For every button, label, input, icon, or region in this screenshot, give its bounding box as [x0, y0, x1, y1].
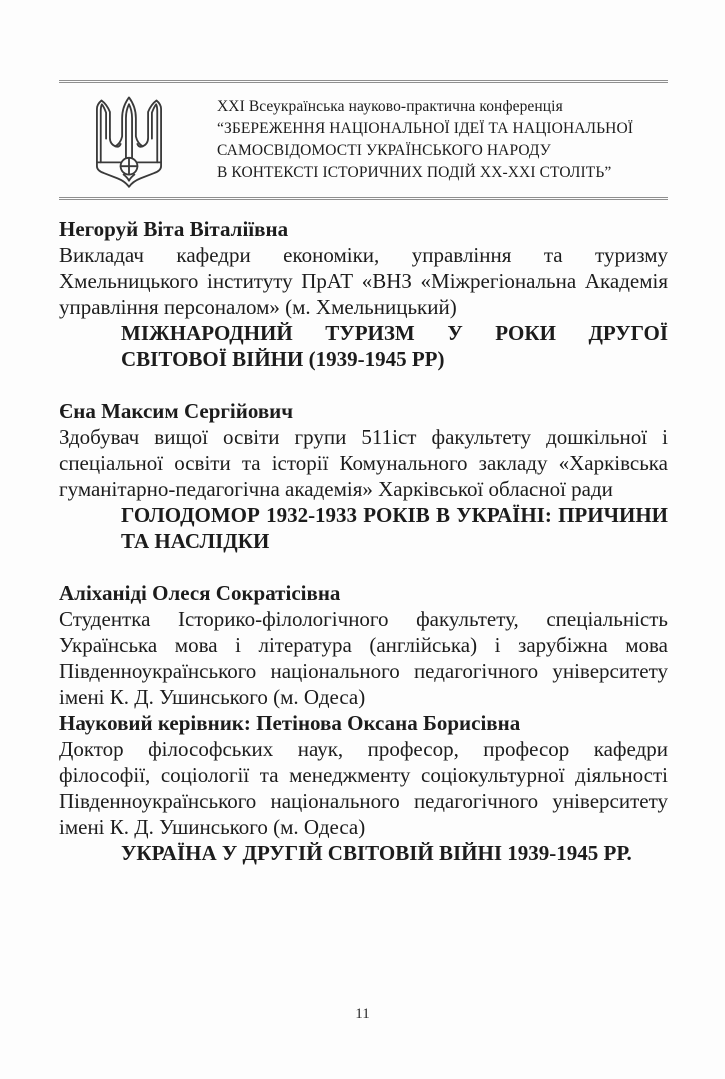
header-body	[59, 83, 668, 197]
supervisor-affiliation: Доктор філософських наук, професор, професор кафедри філософії, соціології та менеджменту соціокультурної діяльності Південноукраїнського національного педагогічного університету імені К. Д. Ушинського (м. Одеса)	[59, 737, 668, 839]
ukraine-tryzub-icon	[87, 88, 171, 197]
author-affiliation: Здобувач вищої освіти групи 511іст факультету дошкільної і спеціальної освіти та історії Комунального закладу «Харківська гуманітарно-педагогічна академія» Харківської обласної ради	[59, 425, 668, 501]
page-footer	[0, 1006, 725, 1023]
conference-title-block	[217, 83, 633, 184]
abstract-entry	[59, 398, 668, 554]
header-bottom-rule	[59, 197, 668, 200]
page-number: 11	[355, 1006, 370, 1022]
conference-name: XXI Всеукраїнська науково-практична конференція	[217, 98, 563, 115]
paper-title: ГОЛОДОМОР 1932-1933 РОКІВ В УКРАЇНІ: ПРИЧИНИ ТА НАСЛІДКИ	[121, 503, 668, 553]
abstract-entry	[59, 216, 668, 372]
author-name: Єна Максим Сергійович	[59, 399, 294, 423]
paper-title: УКРАЇНА У ДРУГІЙ СВІТОВІЙ ВІЙНІ 1939-1945 РР.	[121, 841, 632, 865]
conference-title-line-1: “ЗБЕРЕЖЕННЯ НАЦІОНАЛЬНОЇ ІДЕЇ ТА НАЦІОНАЛЬНОЇ	[217, 120, 634, 137]
supervisor-name: Науковий керівник: Петінова Оксана Борисівна	[59, 711, 521, 735]
author-affiliation: Викладач кафедри економіки, управління та туризму Хмельницького інституту ПрАТ «ВНЗ «Міжрегіональна Академія управління персоналом» (м. Хмельницький)	[59, 243, 668, 319]
author-name: Аліханіді Олеся Сократісівна	[59, 581, 341, 605]
abstract-entry	[59, 580, 668, 866]
abstracts-list	[59, 216, 668, 866]
conference-title-line-2: САМОСВІДОМОСТІ УКРАЇНСЬКОГО НАРОДУ	[217, 142, 551, 159]
conference-title-line-3: В КОНТЕКСТІ ІСТОРИЧНИХ ПОДІЙ ХХ-ХХІ СТОЛІТЬ”	[217, 164, 612, 181]
paper-title: МІЖНАРОДНИЙ ТУРИЗМ У РОКИ ДРУГОЇ СВІТОВОЇ ВІЙНИ (1939-1945 РР)	[121, 321, 668, 371]
author-name: Негоруй Віта Віталіївна	[59, 217, 289, 241]
author-affiliation: Студентка Історико-філологічного факультету, спеціальність Українська мова і література (англійська) і зарубіжна мова Південноукраїнського національного педагогічного університету імені К. Д. Ушинського (м. Одеса)	[59, 607, 668, 709]
conference-header	[59, 80, 668, 200]
